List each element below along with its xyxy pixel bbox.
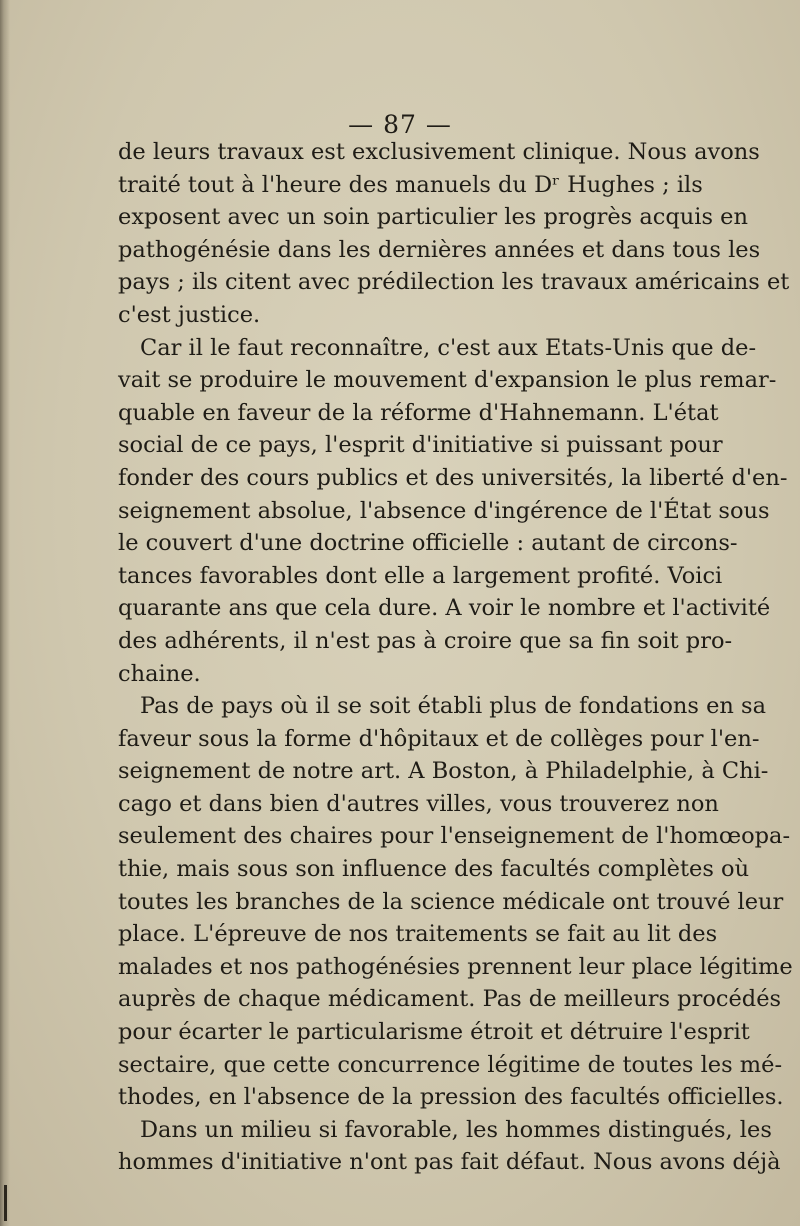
- text-line: Pas de pays où il se soit établi plus de fondations en sa: [140, 693, 767, 720]
- text-line: tances favorables dont elle a largement profité. Voici: [118, 562, 723, 589]
- text-line: pays ; ils citent avec prédilection les travaux américains et: [118, 269, 790, 296]
- text-line: thie, mais sous son influence des facultés complètes où: [118, 856, 750, 883]
- text-line: vait se produire le mouvement d'expansion le plus remar-: [118, 367, 777, 394]
- binding-mark: [4, 1185, 7, 1221]
- text-line: sectaire, que cette concurrence légitime de toutes les mé-: [118, 1051, 783, 1078]
- page-binding-edge: [0, 0, 10, 1226]
- text-line: hommes d'initiative n'ont pas fait défaut. Nous avons déjà: [118, 1149, 781, 1176]
- text-line: seignement absolue, l'absence d'ingérence de l'État sous: [118, 497, 770, 524]
- text-line: Dans un milieu si favorable, les hommes distingués, les: [140, 1116, 772, 1143]
- page-number: — 87 —: [348, 110, 452, 139]
- text-line: social de ce pays, l'esprit d'initiative si puissant pour: [118, 432, 723, 459]
- text-line: pour écarter le particularisme étroit et détruire l'esprit: [118, 1019, 750, 1046]
- text-line: pathogénésie dans les dernières années et dans tous les: [118, 236, 761, 263]
- text-line: chaine.: [118, 660, 201, 687]
- text-line: seignement de notre art. A Boston, à Philadelphie, à Chi-: [118, 758, 769, 785]
- text-line: faveur sous la forme d'hôpitaux et de collèges pour l'en-: [118, 725, 760, 752]
- text-line: quable en faveur de la réforme d'Hahnemann. L'état: [118, 399, 719, 426]
- text-line: seulement des chaires pour l'enseignement de l'homœopa-: [118, 823, 791, 850]
- text-line: traité tout à l'heure des manuels du Dʳ Hughes ; ils: [118, 171, 703, 198]
- text-line: de leurs travaux est exclusivement clinique. Nous avons: [118, 139, 760, 165]
- text-line: exposent avec un soin particulier les progrès acquis en: [118, 204, 748, 231]
- text-line: auprès de chaque médicament. Pas de meilleurs procédés: [118, 986, 782, 1013]
- text-line: thodes, en l'absence de la pression des facultés officielles.: [118, 1084, 784, 1111]
- text-line: cago et dans bien d'autres villes, vous trouverez non: [118, 790, 719, 817]
- text-line: c'est justice.: [118, 301, 261, 328]
- text-line: le couvert d'une doctrine officielle : autant de circons-: [118, 530, 738, 557]
- text-line: des adhérents, il n'est pas à croire que sa fin soit pro-: [118, 627, 733, 654]
- text-line: Car il le faut reconnaître, c'est aux Etats-Unis que de-: [140, 334, 757, 361]
- text-line: malades et nos pathogénésies prennent leur place légitime: [118, 953, 793, 980]
- text-line: fonder des cours publics et des universités, la liberté d'en-: [118, 464, 788, 491]
- text-line: quarante ans que cela dure. A voir le nombre et l'activité: [118, 595, 771, 622]
- text-line: place. L'épreuve de nos traitements se fait au lit des: [118, 921, 718, 948]
- text-line: toutes les branches de la science médicale ont trouvé leur: [118, 888, 784, 915]
- body-text: [118, 136, 793, 1179]
